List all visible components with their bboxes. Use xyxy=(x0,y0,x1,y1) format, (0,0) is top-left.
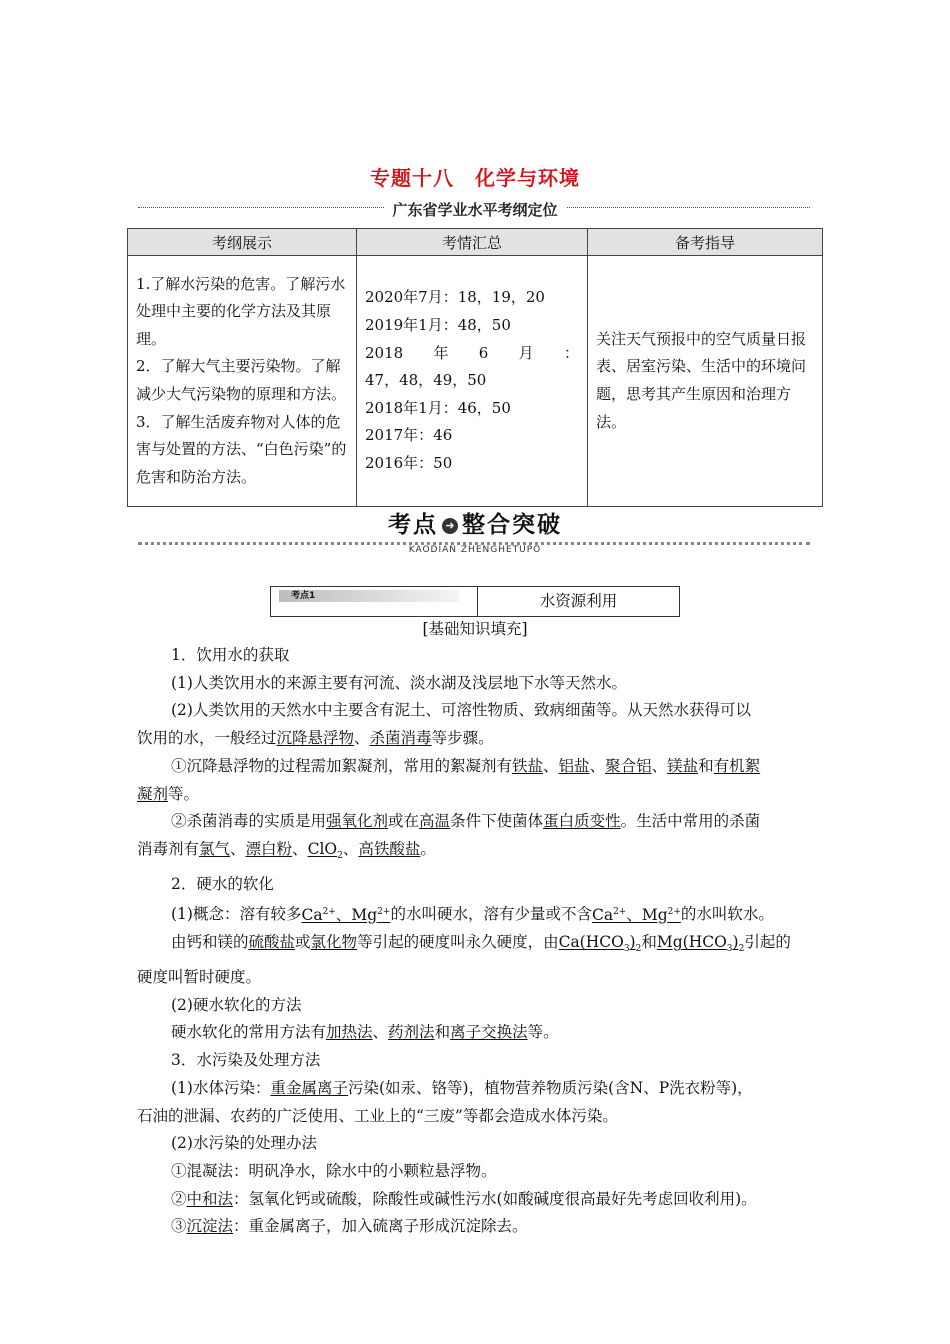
header-outline: 考纲展示 xyxy=(128,229,357,256)
page-title: 专题十八 化学与环境 xyxy=(370,166,580,190)
body-text: 1．饮用水的获取 (1)人类饮用水的来源主要有河流、淡水湖及浅层地下水等天然水。 (2)人类饮用的天然水中主要含有泥土、可溶性物质、致病细菌等。从天然水获得可以 饮用的水，一般经过沉降悬浮物、杀菌消毒等步骤。 ①沉降悬浮物的过程需加絮凝剂，常用的絮凝剂有铁盐、铝盐、聚合铝、镁盐和有机絮 凝剂等。 ②杀菌消毒的实质是用强氧化剂或在高温条件下使菌体蛋白质变性。生活中常用的杀菌 消毒剂有氯气、漂白粉、ClO$_2$、高铁酸盐。 2．硬水的软化 (1)概念：溶有较多$Ca^{2+}$、$Mg^{2+}$的水叫硬水，溶有少量或不含$Ca^{2+}$、$Mg^{2+}$的水叫软水。 由钙和镁的硫酸盐或氯化物等引起的硬度叫永久硬度，由$Ca(HCO_3)_2$和$Mg(HCO_3)_2$引起的 硬度叫暂时硬度。 (2)硬水软化的方法 硬水软化的常用方法有加热法、药剂法和离子交换法等。 3．水污染及处理方法 (1)水体污染：重金属离子污染(如汞、铬等)，植物营养物质污染(含N、P洗衣粉等)， 石油的泄漏、农药的广泛使用、工业上的“三废”等都会造成水体污染。 (2)水污染的处理办法 ①混凝法：明矾净水，除水中的小颗粒悬浮物。 ②中和法：氢氧化钙或硫酸，除酸性或碱性污水(如酸碱度很高最好先考虑回收利用)。 ③沉淀法：重金属离子，加入硫离子形成沉淀除去。 xyxy=(137,646,791,1236)
stats-cell: 2020年7月：18，19，20 2019年1月：48，50 2018 年 6 月 ： 47，48，49，50 2018年1月：46，50 2017年：46 2016年：50 xyxy=(357,256,588,507)
banner xyxy=(0,199,950,220)
outline-cell: 1.了解水污染的危害。了解污水处理中主要的化学方法及其原理。 2．了解大气主要污染物。了解减少大气污染物的原理和方法。 3．了解生活废弃物对人体的危害与处置的方法、“白色污染”的危害和防治方法。 xyxy=(128,256,357,507)
subsection-label: [基础知识填充] xyxy=(422,620,528,638)
header-guide: 备考指导 xyxy=(588,229,823,256)
guide-cell: 关注天气预报中的空气质量日报表、居室污染、生活中的环境问题，思考其产生原因和治理方法。 xyxy=(588,256,823,507)
banner-label: 广东省学业水平考纲定位 xyxy=(384,201,565,219)
topic-tag: 考点1 xyxy=(271,587,478,616)
topic-name: 水资源利用 xyxy=(539,592,618,610)
exam-outline-table xyxy=(127,228,823,507)
section-subtitle: KAODIAN ZHENGHETUPO xyxy=(0,538,950,556)
section-heading: 考点 ➜ 整合突破 xyxy=(388,512,562,538)
header-stats: 考情汇总 xyxy=(357,229,588,256)
topic-box xyxy=(270,586,680,617)
arrow-right-icon: ➜ xyxy=(442,518,458,534)
